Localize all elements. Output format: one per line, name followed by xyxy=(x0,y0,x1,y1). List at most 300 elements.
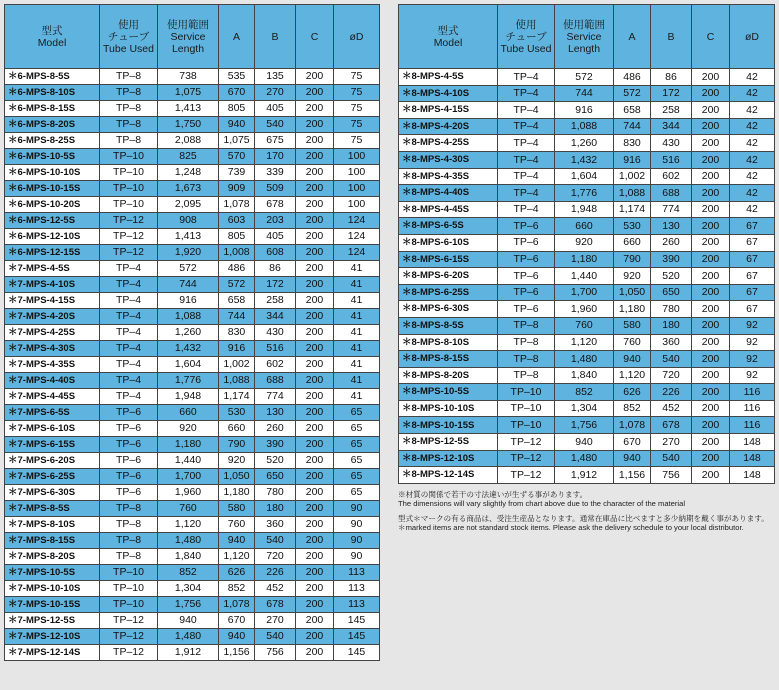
cell-b: 405 xyxy=(255,229,296,245)
table-row xyxy=(5,85,380,101)
cell-a: 1,088 xyxy=(614,185,651,202)
cell-d: 41 xyxy=(334,309,380,325)
cell-d: 41 xyxy=(334,261,380,277)
cell-d: 42 xyxy=(730,151,775,168)
cell-tube: TP–12 xyxy=(100,245,158,261)
cell-c: 200 xyxy=(296,261,334,277)
cell-length: 1,960 xyxy=(158,485,219,501)
cell-length: 1,088 xyxy=(158,309,219,325)
cell-length: 1,756 xyxy=(555,417,614,434)
cell-length: 660 xyxy=(555,218,614,235)
cell-a: 1,156 xyxy=(219,645,255,661)
cell-d: 113 xyxy=(334,565,380,581)
cell-length: 940 xyxy=(158,613,219,629)
cell-tube: TP–12 xyxy=(100,645,158,661)
cell-b: 452 xyxy=(255,581,296,597)
cell-b: 516 xyxy=(651,151,692,168)
cell-d: 116 xyxy=(730,400,775,417)
cell-model: ＊8-MPS-4-10S xyxy=(399,85,498,102)
cell-a: 535 xyxy=(219,69,255,85)
table-row xyxy=(399,69,775,86)
table-row xyxy=(399,135,775,152)
cell-c: 200 xyxy=(692,218,730,235)
cell-b: 678 xyxy=(651,417,692,434)
cell-d: 67 xyxy=(730,284,775,301)
cell-d: 67 xyxy=(730,301,775,318)
cell-c: 200 xyxy=(296,453,334,469)
cell-c: 200 xyxy=(296,117,334,133)
cell-length: 744 xyxy=(158,277,219,293)
cell-a: 916 xyxy=(219,341,255,357)
cell-model: ＊6-MPS-10-10S xyxy=(5,165,100,181)
cell-d: 100 xyxy=(334,165,380,181)
cell-c: 200 xyxy=(692,118,730,135)
cell-model: ＊7-MPS-4-25S xyxy=(5,325,100,341)
cell-b: 780 xyxy=(255,485,296,501)
cell-b: 430 xyxy=(255,325,296,341)
table-row xyxy=(399,218,775,235)
table-row xyxy=(5,549,380,565)
cell-model: ＊8-MPS-6-20S xyxy=(399,268,498,285)
table-row xyxy=(399,251,775,268)
table-row xyxy=(5,389,380,405)
cell-d: 100 xyxy=(334,181,380,197)
cell-tube: TP–8 xyxy=(498,317,555,334)
cell-d: 113 xyxy=(334,581,380,597)
cell-b: 135 xyxy=(255,69,296,85)
cell-b: 756 xyxy=(255,645,296,661)
cell-b: 720 xyxy=(651,367,692,384)
cell-c: 200 xyxy=(296,277,334,293)
cell-d: 75 xyxy=(334,117,380,133)
cell-model: ＊7-MPS-4-5S xyxy=(5,261,100,277)
cell-c: 200 xyxy=(692,234,730,251)
cell-tube: TP–4 xyxy=(100,309,158,325)
header-d: øD xyxy=(730,5,775,69)
cell-model: ＊8-MPS-4-40S xyxy=(399,185,498,202)
cell-c: 200 xyxy=(692,185,730,202)
cell-c: 200 xyxy=(296,485,334,501)
cell-c: 200 xyxy=(296,533,334,549)
table-row xyxy=(5,565,380,581)
cell-model: ＊8-MPS-6-30S xyxy=(399,301,498,318)
material-note-jp: ※材質の関係で若干の寸法違いが生ずる事があります。 xyxy=(398,490,588,499)
cell-model: ＊8-MPS-10-15S xyxy=(399,417,498,434)
header-d: øD xyxy=(334,5,380,69)
cell-model: ＊7-MPS-8-5S xyxy=(5,501,100,517)
cell-tube: TP–8 xyxy=(100,101,158,117)
cell-length: 1,304 xyxy=(158,581,219,597)
table-row xyxy=(5,149,380,165)
cell-a: 940 xyxy=(219,629,255,645)
table-row xyxy=(5,373,380,389)
cell-c: 200 xyxy=(296,565,334,581)
cell-b: 203 xyxy=(255,213,296,229)
cell-length: 1,912 xyxy=(555,467,614,484)
cell-model: ＊8-MPS-4-15S xyxy=(399,102,498,119)
cell-length: 738 xyxy=(158,69,219,85)
cell-c: 200 xyxy=(692,301,730,318)
cell-tube: TP–6 xyxy=(498,284,555,301)
cell-d: 67 xyxy=(730,218,775,235)
cell-tube: TP–8 xyxy=(100,501,158,517)
cell-a: 830 xyxy=(614,135,651,152)
cell-length: 660 xyxy=(158,405,219,421)
cell-model: ＊8-MPS-6-10S xyxy=(399,234,498,251)
cell-c: 200 xyxy=(296,389,334,405)
cell-a: 1,156 xyxy=(614,467,651,484)
cell-a: 530 xyxy=(219,405,255,421)
cell-model: ＊8-MPS-4-35S xyxy=(399,168,498,185)
cell-a: 1,174 xyxy=(614,201,651,218)
cell-length: 1,180 xyxy=(158,437,219,453)
cell-model: ＊8-MPS-8-15S xyxy=(399,351,498,368)
cell-tube: TP–10 xyxy=(498,400,555,417)
table-row xyxy=(5,645,380,661)
cell-c: 200 xyxy=(296,581,334,597)
cell-a: 1,088 xyxy=(219,373,255,389)
cell-d: 41 xyxy=(334,293,380,309)
cell-d: 116 xyxy=(730,417,775,434)
cell-d: 92 xyxy=(730,351,775,368)
cell-tube: TP–10 xyxy=(100,581,158,597)
cell-a: 1,075 xyxy=(219,133,255,149)
cell-length: 1,304 xyxy=(555,400,614,417)
table-row xyxy=(5,309,380,325)
cell-tube: TP–8 xyxy=(100,549,158,565)
table-row xyxy=(5,133,380,149)
cell-b: 180 xyxy=(651,317,692,334)
cell-c: 200 xyxy=(296,85,334,101)
cell-d: 145 xyxy=(334,645,380,661)
cell-d: 42 xyxy=(730,102,775,119)
header-service-length: 使用範囲 Service Length xyxy=(158,5,219,69)
cell-a: 1,180 xyxy=(614,301,651,318)
cell-length: 1,260 xyxy=(158,325,219,341)
table-row xyxy=(399,118,775,135)
cell-length: 1,480 xyxy=(158,533,219,549)
cell-tube: TP–6 xyxy=(498,234,555,251)
cell-a: 920 xyxy=(219,453,255,469)
cell-tube: TP–4 xyxy=(100,389,158,405)
cell-tube: TP–8 xyxy=(100,533,158,549)
table-row xyxy=(5,229,380,245)
cell-a: 805 xyxy=(219,229,255,245)
cell-tube: TP–4 xyxy=(498,185,555,202)
cell-d: 92 xyxy=(730,334,775,351)
cell-tube: TP–10 xyxy=(498,417,555,434)
cell-b: 509 xyxy=(255,181,296,197)
cell-tube: TP–10 xyxy=(100,181,158,197)
cell-d: 65 xyxy=(334,485,380,501)
cell-c: 200 xyxy=(296,437,334,453)
cell-a: 744 xyxy=(614,118,651,135)
cell-b: 258 xyxy=(651,102,692,119)
cell-c: 200 xyxy=(296,501,334,517)
cell-b: 360 xyxy=(651,334,692,351)
table-row xyxy=(5,293,380,309)
cell-c: 200 xyxy=(296,165,334,181)
cell-tube: TP–12 xyxy=(100,213,158,229)
cell-a: 940 xyxy=(219,117,255,133)
cell-c: 200 xyxy=(296,149,334,165)
cell-a: 1,078 xyxy=(614,417,651,434)
cell-d: 42 xyxy=(730,135,775,152)
cell-d: 124 xyxy=(334,213,380,229)
cell-c: 200 xyxy=(296,597,334,613)
cell-a: 626 xyxy=(219,565,255,581)
table-row xyxy=(5,245,380,261)
cell-a: 739 xyxy=(219,165,255,181)
cell-model: ＊7-MPS-4-40S xyxy=(5,373,100,389)
cell-a: 603 xyxy=(219,213,255,229)
cell-b: 405 xyxy=(255,101,296,117)
cell-model: ＊7-MPS-6-5S xyxy=(5,405,100,421)
cell-model: ＊7-MPS-4-10S xyxy=(5,277,100,293)
cell-b: 540 xyxy=(651,351,692,368)
header-tube-used: 使用 チューブ Tube Used xyxy=(498,5,555,69)
cell-a: 920 xyxy=(614,268,651,285)
cell-a: 940 xyxy=(219,533,255,549)
cell-c: 200 xyxy=(692,400,730,417)
cell-tube: TP–6 xyxy=(498,301,555,318)
table-row xyxy=(5,453,380,469)
cell-model: ＊8-MPS-12-14S xyxy=(399,467,498,484)
cell-a: 1,002 xyxy=(219,357,255,373)
cell-b: 756 xyxy=(651,467,692,484)
cell-tube: TP–4 xyxy=(498,102,555,119)
cell-length: 1,432 xyxy=(158,341,219,357)
cell-a: 790 xyxy=(219,437,255,453)
cell-b: 344 xyxy=(255,309,296,325)
cell-model: ＊8-MPS-4-20S xyxy=(399,118,498,135)
cell-d: 42 xyxy=(730,85,775,102)
cell-d: 124 xyxy=(334,245,380,261)
table-row xyxy=(5,341,380,357)
table-row xyxy=(5,277,380,293)
cell-d: 42 xyxy=(730,118,775,135)
cell-tube: TP–4 xyxy=(100,373,158,389)
cell-length: 940 xyxy=(555,434,614,451)
cell-a: 486 xyxy=(219,261,255,277)
cell-d: 92 xyxy=(730,367,775,384)
table-row xyxy=(399,467,775,484)
cell-model: ＊7-MPS-10-15S xyxy=(5,597,100,613)
cell-tube: TP–8 xyxy=(100,69,158,85)
table-row xyxy=(399,284,775,301)
cell-length: 1,673 xyxy=(158,181,219,197)
cell-a: 670 xyxy=(219,85,255,101)
cell-b: 520 xyxy=(255,453,296,469)
cell-length: 1,248 xyxy=(158,165,219,181)
cell-tube: TP–8 xyxy=(498,351,555,368)
cell-c: 200 xyxy=(296,517,334,533)
cell-length: 825 xyxy=(158,149,219,165)
cell-length: 1,604 xyxy=(555,168,614,185)
cell-d: 75 xyxy=(334,101,380,117)
cell-d: 90 xyxy=(334,533,380,549)
cell-c: 200 xyxy=(296,213,334,229)
cell-length: 760 xyxy=(158,501,219,517)
cell-length: 1,432 xyxy=(555,151,614,168)
cell-a: 830 xyxy=(219,325,255,341)
cell-tube: TP–10 xyxy=(100,165,158,181)
cell-tube: TP–8 xyxy=(100,133,158,149)
table-row xyxy=(399,417,775,434)
table-row xyxy=(399,151,775,168)
header-a: A xyxy=(614,5,651,69)
cell-length: 1,840 xyxy=(555,367,614,384)
cell-c: 200 xyxy=(692,284,730,301)
dimension-table-right xyxy=(398,4,775,484)
cell-model: ＊8-MPS-10-5S xyxy=(399,384,498,401)
cell-tube: TP–4 xyxy=(498,118,555,135)
cell-tube: TP–6 xyxy=(498,218,555,235)
cell-model: ＊7-MPS-6-20S xyxy=(5,453,100,469)
cell-model: ＊7-MPS-12-10S xyxy=(5,629,100,645)
cell-a: 1,008 xyxy=(219,245,255,261)
header-model: 型式 Model xyxy=(399,5,498,69)
cell-d: 42 xyxy=(730,69,775,86)
cell-a: 1,180 xyxy=(219,485,255,501)
cell-model: ＊6-MPS-12-10S xyxy=(5,229,100,245)
cell-tube: TP–8 xyxy=(498,334,555,351)
table-row xyxy=(399,268,775,285)
cell-c: 200 xyxy=(692,417,730,434)
cell-a: 1,050 xyxy=(219,469,255,485)
cell-a: 1,078 xyxy=(219,597,255,613)
cell-c: 200 xyxy=(296,133,334,149)
cell-c: 200 xyxy=(296,181,334,197)
cell-a: 660 xyxy=(614,234,651,251)
table-row xyxy=(399,450,775,467)
table-row xyxy=(399,185,775,202)
cell-b: 608 xyxy=(255,245,296,261)
cell-a: 744 xyxy=(219,309,255,325)
table-row xyxy=(399,434,775,451)
cell-model: ＊7-MPS-8-15S xyxy=(5,533,100,549)
cell-c: 200 xyxy=(296,197,334,213)
cell-model: ＊6-MPS-8-5S xyxy=(5,69,100,85)
table-row xyxy=(5,485,380,501)
cell-b: 678 xyxy=(255,597,296,613)
cell-b: 170 xyxy=(255,149,296,165)
table-row xyxy=(5,181,380,197)
cell-model: ＊6-MPS-10-20S xyxy=(5,197,100,213)
cell-model: ＊6-MPS-12-5S xyxy=(5,213,100,229)
table-row xyxy=(399,85,775,102)
table-row xyxy=(5,357,380,373)
cell-model: ＊7-MPS-4-35S xyxy=(5,357,100,373)
cell-length: 2,088 xyxy=(158,133,219,149)
cell-model: ＊8-MPS-8-10S xyxy=(399,334,498,351)
footnotes xyxy=(398,490,776,538)
cell-length: 1,480 xyxy=(555,351,614,368)
cell-c: 200 xyxy=(296,101,334,117)
cell-model: ＊6-MPS-8-10S xyxy=(5,85,100,101)
cell-c: 200 xyxy=(296,69,334,85)
cell-length: 1,920 xyxy=(158,245,219,261)
table-row xyxy=(5,501,380,517)
cell-length: 1,756 xyxy=(158,597,219,613)
material-note xyxy=(398,490,776,508)
cell-a: 940 xyxy=(614,450,651,467)
cell-model: ＊8-MPS-10-10S xyxy=(399,400,498,417)
table-row xyxy=(5,421,380,437)
cell-tube: TP–4 xyxy=(100,357,158,373)
cell-tube: TP–4 xyxy=(100,325,158,341)
table-row xyxy=(5,469,380,485)
cell-length: 1,700 xyxy=(555,284,614,301)
cell-tube: TP–4 xyxy=(498,69,555,86)
cell-c: 200 xyxy=(692,102,730,119)
cell-tube: TP–4 xyxy=(100,341,158,357)
cell-b: 260 xyxy=(255,421,296,437)
cell-b: 688 xyxy=(255,373,296,389)
cell-tube: TP–10 xyxy=(498,384,555,401)
cell-tube: TP–4 xyxy=(498,151,555,168)
cell-tube: TP–6 xyxy=(100,437,158,453)
cell-tube: TP–8 xyxy=(100,517,158,533)
cell-d: 90 xyxy=(334,517,380,533)
stock-note xyxy=(398,514,776,532)
cell-b: 390 xyxy=(651,251,692,268)
cell-b: 602 xyxy=(255,357,296,373)
stock-note-jp: 型式＊マークの有る商品は、受注生産品となります。通常在庫品に比べますと多少納期を戴く事があります。 xyxy=(398,514,769,523)
cell-tube: TP–6 xyxy=(100,485,158,501)
cell-tube: TP–4 xyxy=(100,293,158,309)
cell-a: 1,120 xyxy=(219,549,255,565)
cell-c: 200 xyxy=(296,229,334,245)
cell-d: 41 xyxy=(334,389,380,405)
cell-c: 200 xyxy=(692,434,730,451)
cell-d: 41 xyxy=(334,277,380,293)
cell-a: 916 xyxy=(614,151,651,168)
cell-tube: TP–12 xyxy=(100,613,158,629)
cell-a: 486 xyxy=(614,69,651,86)
table-row xyxy=(5,437,380,453)
cell-model: ＊7-MPS-10-10S xyxy=(5,581,100,597)
cell-c: 200 xyxy=(692,85,730,102)
cell-length: 1,413 xyxy=(158,101,219,117)
cell-c: 200 xyxy=(296,469,334,485)
cell-length: 908 xyxy=(158,213,219,229)
cell-tube: TP–10 xyxy=(100,197,158,213)
cell-b: 720 xyxy=(255,549,296,565)
cell-model: ＊8-MPS-6-25S xyxy=(399,284,498,301)
cell-tube: TP–10 xyxy=(100,565,158,581)
cell-length: 1,413 xyxy=(158,229,219,245)
cell-tube: TP–4 xyxy=(100,261,158,277)
cell-b: 270 xyxy=(255,85,296,101)
cell-b: 452 xyxy=(651,400,692,417)
cell-a: 852 xyxy=(614,400,651,417)
cell-tube: TP–10 xyxy=(100,597,158,613)
cell-model: ＊8-MPS-4-25S xyxy=(399,135,498,152)
table-row xyxy=(5,597,380,613)
cell-model: ＊7-MPS-6-25S xyxy=(5,469,100,485)
cell-length: 852 xyxy=(555,384,614,401)
cell-b: 678 xyxy=(255,197,296,213)
cell-tube: TP–8 xyxy=(100,117,158,133)
cell-c: 200 xyxy=(296,613,334,629)
cell-length: 572 xyxy=(158,261,219,277)
cell-c: 200 xyxy=(296,309,334,325)
cell-b: 226 xyxy=(651,384,692,401)
cell-model: ＊6-MPS-8-15S xyxy=(5,101,100,117)
cell-model: ＊8-MPS-8-20S xyxy=(399,367,498,384)
cell-a: 580 xyxy=(219,501,255,517)
